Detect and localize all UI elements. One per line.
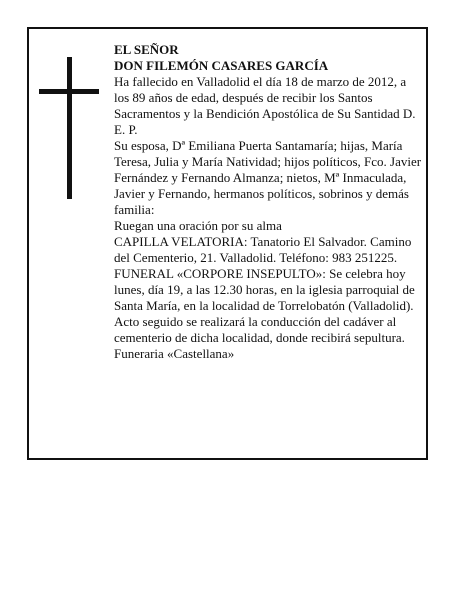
prayer-request: Ruegan una oración por su alma — [114, 218, 282, 233]
deceased-name: DON FILEMÓN CASARES GARCÍA — [114, 58, 329, 73]
funeral-info: FUNERAL «CORPORE INSEPULTO»: Se celebra hoy lunes, día 19, a las 12.30 horas, en la iglesia parroquial de Santa María, en la localidad de Torrelobatón (Valladolid). Acto seguido se realizará la conducción del cadáver al cementerio de dicha localidad, donde recibirá sepultura. — [114, 266, 415, 345]
funeral-home: Funeraria «Castellana» — [114, 346, 235, 361]
family-list: Su esposa, Dª Emiliana Puerta Santamaría; hijas, María Teresa, Julia y María Natividad; hijos políticos, Fco. Javier Fernández y Fernando Almanza; nietos, Mª Inmaculada, Javier y Fernando, hermanos políticos, sobrinos y demás familia: — [114, 138, 422, 217]
obituary-notice — [27, 27, 428, 460]
cross-vertical-bar — [67, 57, 72, 199]
chapel-info: CAPILLA VELATORIA: Tanatorio El Salvador. Camino del Cementerio, 21. Valladolid. Teléfono: 983 251225. — [114, 234, 412, 265]
deceased-title: EL SEÑOR — [114, 42, 179, 57]
death-announcement: Ha fallecido en Valladolid el día 18 de marzo de 2012, a los 89 años de edad, después de recibir los Santos Sacramentos y la Bendición Apostólica de Su Santidad D. E. P. — [114, 74, 416, 137]
cross-horizontal-bar — [39, 89, 99, 94]
notice-text — [114, 42, 422, 362]
latin-cross-icon — [39, 57, 99, 199]
